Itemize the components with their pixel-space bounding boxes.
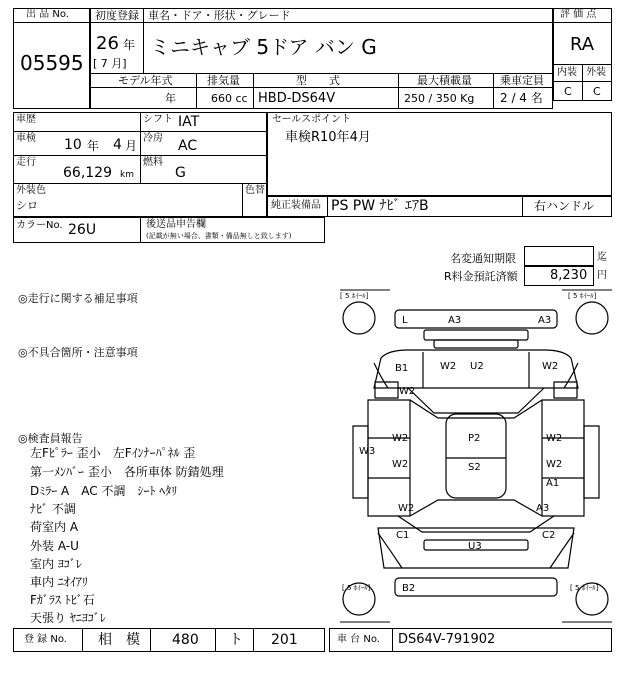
recycle-fee-unit: 円 [597,270,607,281]
inspector-line: 左Fﾋﾟﾗｰ 歪小 左Fｲﾝﾅｰﾊﾟﾈﾙ 歪 [30,446,196,460]
interior-grade: C [564,85,572,98]
damage-mark: A1 [546,478,560,489]
first-registration-label: 初度登録 [95,9,139,22]
shift-label: シフト [143,114,173,125]
exterior-grade: C [593,85,601,98]
type-label: 型 式 [296,74,340,87]
ac-label: 冷房 [143,133,163,144]
recycle-fee-value: 8,230 [550,268,588,283]
corner-label: [ 5 ﾎｲｰﾙ] [342,584,371,592]
seating-capacity: 2 / 4 名 [500,91,543,105]
damage-mark: W2 [392,459,409,470]
damage-mark: W2 [398,503,415,514]
inspection-year-unit: 年 [87,139,100,153]
equipment-list: PS PW ﾅﾋﾞ ｴｱB [331,198,429,214]
damage-mark: S2 [468,462,481,473]
inspection-month-unit: 月 [125,139,138,153]
sales-point: 車検R10年4月 [285,130,371,145]
damage-mark: C2 [542,530,556,541]
displacement: 660 cc [211,92,248,105]
corner-label: [ 5 ﾎｲｰﾙ] [340,292,369,300]
load-label: 最大積載量 [417,74,472,87]
damage-mark: A3 [538,315,552,326]
mileage-unit: km [120,170,134,180]
damage-mark: W2 [546,459,563,470]
year-unit: 年 [123,38,136,52]
damage-mark: W2 [546,433,563,444]
inspection-month: 4 [113,137,122,153]
damage-mark: W2 [392,433,409,444]
damage-mark: W2 [542,361,559,372]
defect-remarks-label: ◎不具合箇所・注意事項 [18,346,138,359]
inspector-line: 第一ﾒﾝﾊﾞｰ 歪小 各所車体 防錆処理 [30,465,224,479]
model-code: HBD-DS64V [258,91,336,106]
damage-mark: B2 [402,583,416,594]
shift-value: IAT [178,114,200,130]
mileage-label: 走行 [16,157,36,168]
damage-mark: B1 [395,363,409,374]
damage-mark: A3 [536,503,550,514]
damage-mark: U2 [470,361,484,372]
steering-side: 右ハンドル [534,199,595,213]
damage-mark: C1 [396,530,410,541]
mileage-value: 66,129 [63,165,112,181]
chassis-number: DS64V-791902 [398,632,496,647]
inspection-label: 車検 [16,133,36,144]
lot-number-label: 出 品 No. [26,9,69,20]
fuel-value: G [175,165,186,181]
inspector-line: 車内 ﾆｵｲｱﾘ [30,575,88,589]
name-change-unit: 迄 [597,252,607,263]
color-value: シロ [16,199,38,212]
recycle-fee-label: R料金預託済額 [444,270,518,283]
car-name-label: 車名・ドア・形状・グレード [148,9,291,22]
first-registration-year: 26 [96,33,119,54]
inspector-line: ﾅﾋﾞ 不調 [30,502,76,516]
inspector-line: 外装 A-U [30,539,79,553]
car-damage-diagram [338,288,614,624]
inspector-line: 室内 ﾖｺﾞﾚ [30,557,82,571]
registration-class: 480 [172,632,199,648]
max-load: 250 / 350 Kg [404,92,475,105]
damage-mark: W2 [399,386,416,397]
interior-label: 内装 [557,67,577,78]
registration-area: 相 模 [98,632,140,648]
corner-label: [ 5 ﾎｲｰﾙ] [570,584,599,592]
damage-mark: W3 [359,446,376,457]
aftermarket-note: (記載が無い場合、書類・備品無しと致します) [146,232,292,240]
color-change-label: 色替 [245,185,265,196]
name-change-label: 名変通知期限 [450,252,516,265]
damage-mark: L [402,315,408,326]
lot-number: 05595 [20,51,84,75]
first-registration-month: [ 7 月] [93,57,127,70]
overall-score: RA [570,34,595,55]
corner-label: [ 5 ﾎｲｰﾙ] [568,292,597,300]
score-label: 評 価 点 [560,9,597,20]
damage-mark: A3 [448,315,462,326]
damage-mark: U3 [468,541,482,552]
color-no: 26U [68,222,97,238]
model-year-unit: 年 [165,92,176,105]
history-label: 車歴 [16,114,36,125]
displacement-label: 排気量 [207,74,240,87]
inspector-line: Dﾐﾗｰ A AC 不調 ｼｰﾄ ﾍﾀﾘ [30,484,178,498]
wheel-front-right-icon [576,302,608,334]
capacity-label: 乗車定員 [500,74,544,87]
car-name: ミニキャブ 5ドア バン G [150,35,377,59]
aftermarket-label: 後送品申告欄 [146,219,206,230]
inspector-line: Fｶﾞﾗｽ ﾄﾋﾞ石 [30,593,95,607]
sales-point-label: セールスポイント [272,114,352,125]
driving-remarks-label: ◎走行に関する補足事項 [18,292,138,305]
inspector-line: 天張り ﾔﾆﾖｺﾞﾚ [30,611,106,625]
exterior-label: 外装 [586,67,606,78]
inspector-report-label: ◎検査員報告 [18,432,83,445]
inspector-line: 荷室内 A [30,520,79,534]
chassis-label: 車 台 No. [337,634,380,645]
registration-label: 登 録 No. [24,634,67,645]
color-label: 外装色 [16,185,46,196]
fuel-label: 燃料 [143,157,163,168]
damage-mark: W2 [440,361,457,372]
registration-number: 201 [271,632,298,648]
model-year-label: モデル年式 [118,74,173,87]
color-no-label: カラーNo. [16,220,63,231]
equipment-label: 純正装備品 [271,200,321,211]
inspection-year: 10 [64,137,82,153]
registration-kana: ト [229,632,243,648]
ac-value: AC [178,138,198,154]
damage-mark: P2 [468,433,481,444]
wheel-front-left-icon [343,302,375,334]
name-change-value-box [524,246,594,266]
